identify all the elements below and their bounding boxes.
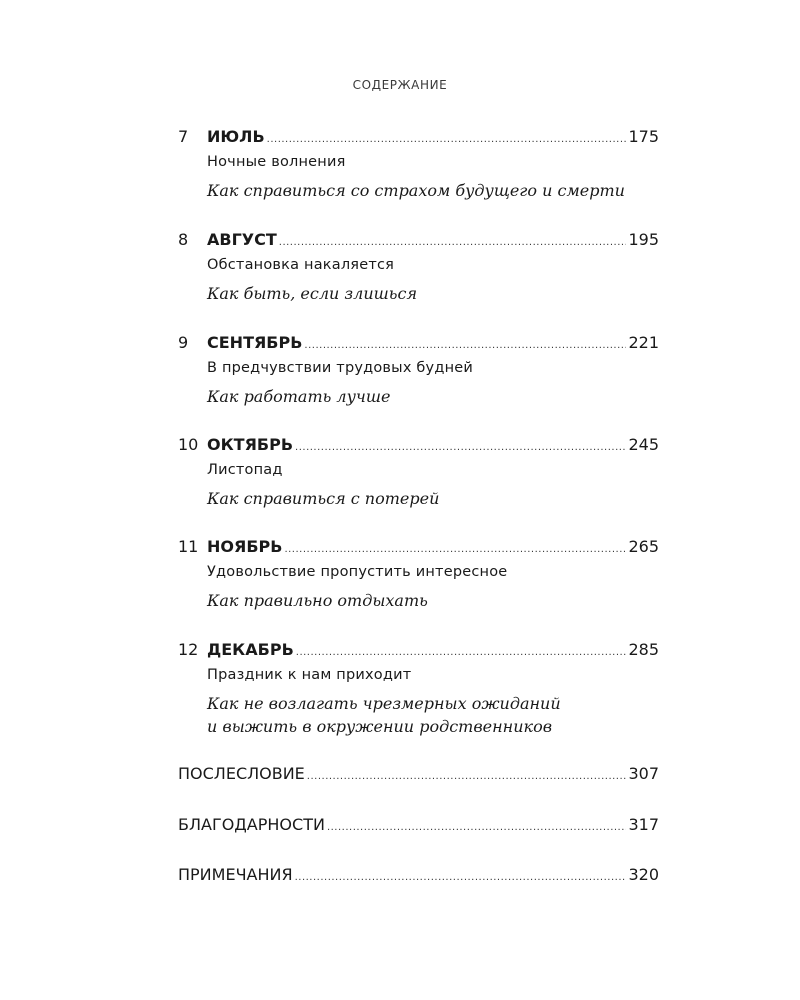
page-number: 175 bbox=[628, 127, 659, 146]
chapter-number: 11 bbox=[178, 537, 199, 556]
running-head: СОДЕРЖАНИЕ bbox=[352, 78, 448, 92]
italic-line: Как работать лучше bbox=[207, 387, 391, 406]
chapter-number: 12 bbox=[178, 640, 199, 659]
toc-line bbox=[207, 333, 659, 353]
chapter-subtitle: В предчувствии трудовых будней bbox=[207, 360, 473, 376]
chapter-title: ОКТЯБРЬ bbox=[207, 435, 294, 454]
dot-leader bbox=[296, 643, 627, 663]
chapter-italic-subtitle bbox=[207, 385, 667, 408]
back-matter-title: ПРИМЕЧАНИЯ bbox=[178, 865, 293, 884]
chapter-number: 7 bbox=[178, 127, 189, 146]
toc-line bbox=[207, 435, 659, 455]
chapter-subtitle: Обстановка накаляется bbox=[207, 257, 395, 273]
italic-line: Как не возлагать чрезмерных ожиданий bbox=[207, 694, 561, 713]
chapter-number: 9 bbox=[178, 333, 189, 352]
chapter-title: СЕНТЯБРЬ bbox=[207, 333, 303, 352]
chapter-italic-subtitle bbox=[207, 692, 667, 738]
dot-leader bbox=[279, 233, 627, 253]
dot-leader bbox=[307, 767, 627, 787]
chapter-subtitle: Листопад bbox=[207, 462, 283, 478]
page-number: 320 bbox=[628, 865, 659, 884]
page-number: 195 bbox=[628, 230, 659, 249]
dot-leader bbox=[267, 130, 627, 150]
dot-leader bbox=[304, 336, 626, 356]
back-matter-title: ПОСЛЕСЛОВИЕ bbox=[178, 764, 305, 783]
toc-line bbox=[207, 640, 659, 660]
chapter-title: ИЮЛЬ bbox=[207, 127, 265, 146]
toc-line bbox=[207, 537, 659, 557]
page-number: 245 bbox=[628, 435, 659, 454]
dot-leader bbox=[284, 540, 626, 560]
toc-line bbox=[207, 230, 659, 250]
chapter-subtitle: Удовольствие пропустить интересное bbox=[207, 564, 508, 580]
toc-line bbox=[178, 865, 659, 885]
toc-line bbox=[207, 127, 659, 147]
italic-line: Как справиться со страхом будущего и смерти bbox=[207, 181, 625, 200]
page-number: 221 bbox=[628, 333, 659, 352]
italic-line: Как правильно отдыхать bbox=[207, 591, 428, 610]
chapter-subtitle: Ночные волнения bbox=[207, 154, 346, 170]
dot-leader bbox=[295, 438, 626, 458]
chapter-italic-subtitle bbox=[207, 282, 667, 305]
chapter-italic-subtitle bbox=[207, 589, 667, 612]
chapter-title: НОЯБРЬ bbox=[207, 537, 283, 556]
page-number: 317 bbox=[628, 815, 659, 834]
toc-line bbox=[178, 764, 659, 784]
italic-line: и выжить в окружении родственников bbox=[207, 717, 553, 736]
chapter-number: 8 bbox=[178, 230, 189, 249]
dot-leader bbox=[295, 868, 627, 888]
page-number: 265 bbox=[628, 537, 659, 556]
dot-leader bbox=[327, 818, 627, 838]
chapter-number: 10 bbox=[178, 435, 199, 454]
chapter-italic-subtitle bbox=[207, 179, 667, 202]
toc-line bbox=[178, 815, 659, 835]
italic-line: Как справиться с потерей bbox=[207, 489, 440, 508]
italic-line: Как быть, если злишься bbox=[207, 284, 418, 303]
page-number: 285 bbox=[628, 640, 659, 659]
chapter-title: АВГУСТ bbox=[207, 230, 277, 249]
chapter-italic-subtitle bbox=[207, 487, 667, 510]
chapter-subtitle: Праздник к нам приходит bbox=[207, 667, 412, 683]
back-matter-title: БЛАГОДАРНОСТИ bbox=[178, 815, 325, 834]
chapter-title: ДЕКАБРЬ bbox=[207, 640, 294, 659]
page-number: 307 bbox=[628, 764, 659, 783]
